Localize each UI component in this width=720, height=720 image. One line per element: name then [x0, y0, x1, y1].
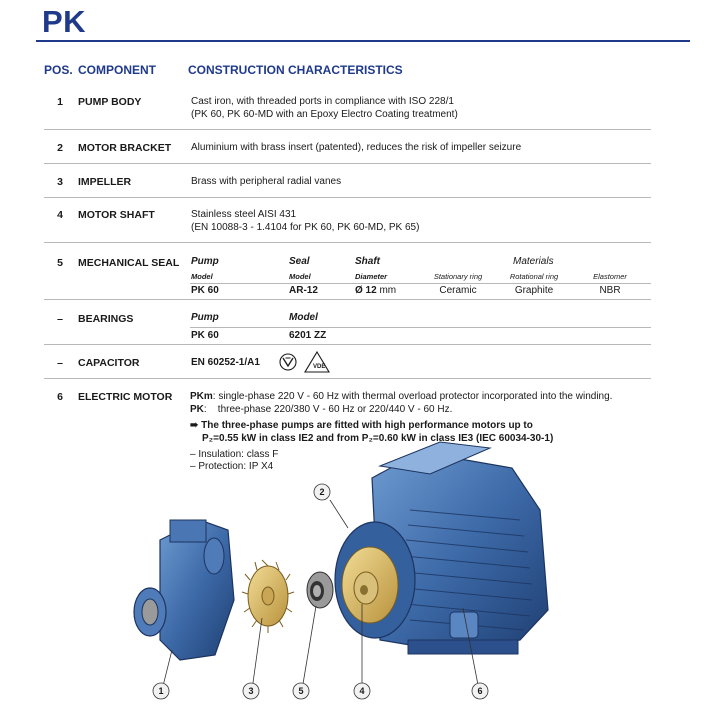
desc-motor-bracket: Aluminium with brass insert (patented), reduces the risk of impeller seizure: [191, 142, 522, 153]
header-pos: POS.: [44, 63, 73, 77]
component-mechanical-seal: MECHANICAL SEAL: [78, 257, 180, 269]
motor-protection: – Protection: IP X4: [190, 461, 274, 472]
seal-header-shaft: Shaft: [355, 256, 380, 267]
callout-2-label: 2: [319, 487, 325, 497]
component-motor-shaft: MOTOR SHAFT: [78, 209, 155, 221]
pos-mechanical-seal: 5: [57, 257, 63, 269]
seal-sub-rotational-ring: Rotational ring: [509, 272, 559, 281]
desc-motor-shaft-2: (EN 10088-3 - 1.4104 for PK 60, PK 60-MD, PK 65): [191, 222, 420, 233]
desc-pump-body-2: (PK 60, PK 60-MD with an Epoxy Electro Coating treatment): [191, 109, 458, 120]
arrow-icon: ➠: [190, 420, 199, 431]
seal-sub-model-seal: Model: [289, 272, 311, 281]
pos-impeller: 3: [57, 176, 63, 188]
seal-header-materials: Materials: [513, 256, 554, 267]
seal-sub-stationary-ring: Stationary ring: [433, 272, 483, 281]
desc-impeller: Brass with peripheral radial vanes: [191, 176, 342, 187]
pos-motor-bracket: 2: [57, 142, 63, 154]
seal-sub-diameter: Diameter: [355, 272, 388, 281]
capacitor-standard: EN 60252-1/A1: [191, 357, 260, 368]
motor-pkm-text: : single-phase 220 V - 60 Hz with thermal overload protector incorporated into the winding.: [212, 391, 613, 402]
bearings-header-model: Model: [289, 312, 318, 323]
component-electric-motor: ELECTRIC MOTOR: [78, 391, 173, 403]
component-pump-body: PUMP BODY: [78, 96, 142, 108]
pos-capacitor: –: [57, 357, 63, 369]
seal-value-shaft-number: Ø 12: [355, 285, 377, 296]
callout-1: [153, 683, 169, 699]
callout-2: [314, 484, 330, 500]
seal-sub-elastomer: Elastomer: [593, 272, 627, 281]
seal-value-shaft-unit: mm: [379, 285, 397, 296]
callout-5-label: 5: [298, 686, 304, 696]
impeller-part: [242, 560, 294, 633]
callout-3-label: 3: [248, 686, 254, 696]
motor-insulation: – Insulation: class F: [190, 449, 279, 460]
motor-bracket-part: [335, 522, 415, 638]
motor-note-1: The three-phase pumps are fitted with high performance motors up to: [201, 420, 533, 431]
svg-text:VDE: VDE: [313, 364, 326, 370]
component-impeller: IMPELLER: [78, 176, 132, 188]
seal-header-seal: Seal: [289, 256, 310, 267]
seal-value-elastomer: NBR: [599, 285, 621, 296]
mechanical-seal-part: [307, 572, 333, 608]
page-title: PK: [42, 4, 87, 39]
seal-value-stationary: Ceramic: [439, 285, 477, 296]
seal-sub-model-pump: Model: [191, 272, 213, 281]
callout-3: [243, 683, 259, 699]
bearings-value-model: 6201 ZZ: [289, 330, 327, 341]
pos-electric-motor: 6: [57, 391, 63, 403]
pos-pump-body: 1: [57, 96, 63, 108]
callout-5: [293, 683, 309, 699]
bearings-value-pump: PK 60: [191, 330, 219, 341]
motor-pkm-label: PKm: [190, 391, 213, 402]
pos-motor-shaft: 4: [57, 209, 63, 221]
callout-1-label: 1: [158, 686, 164, 696]
header-component: COMPONENT: [78, 63, 156, 77]
callout-4-label: 4: [359, 686, 365, 696]
callout-6-label: 6: [477, 686, 483, 696]
header-construction: CONSTRUCTION CHARACTERISTICS: [188, 63, 403, 77]
motor-pk-label: PK: [190, 404, 204, 415]
seal-header-pump: Pump: [191, 256, 219, 267]
seal-value-rotational: Graphite: [514, 285, 554, 296]
component-bearings: BEARINGS: [78, 313, 134, 325]
motor-pk-text: : three-phase 220/380 V - 60 Hz or 220/440 V - 60 Hz.: [203, 404, 453, 415]
seal-value-pump: PK 60: [191, 285, 219, 296]
desc-pump-body-1: Cast iron, with threaded ports in compliance with ISO 228/1: [191, 96, 454, 107]
pos-bearings: –: [57, 313, 63, 325]
motor-note-2: P₂=0.55 kW in class IE2 and from P₂=0.60 kW in class IE3 (IEC 60034-30-1): [202, 433, 554, 444]
bearings-header-pump: Pump: [191, 312, 219, 323]
component-motor-bracket: MOTOR BRACKET: [78, 142, 172, 154]
component-capacitor: CAPACITOR: [78, 357, 140, 369]
callout-4: [354, 683, 370, 699]
seal-value-seal: AR-12: [289, 285, 318, 296]
pump-body-part: [134, 520, 234, 660]
desc-motor-shaft-1: Stainless steel AISI 431: [191, 209, 297, 220]
callout-6: [472, 683, 488, 699]
